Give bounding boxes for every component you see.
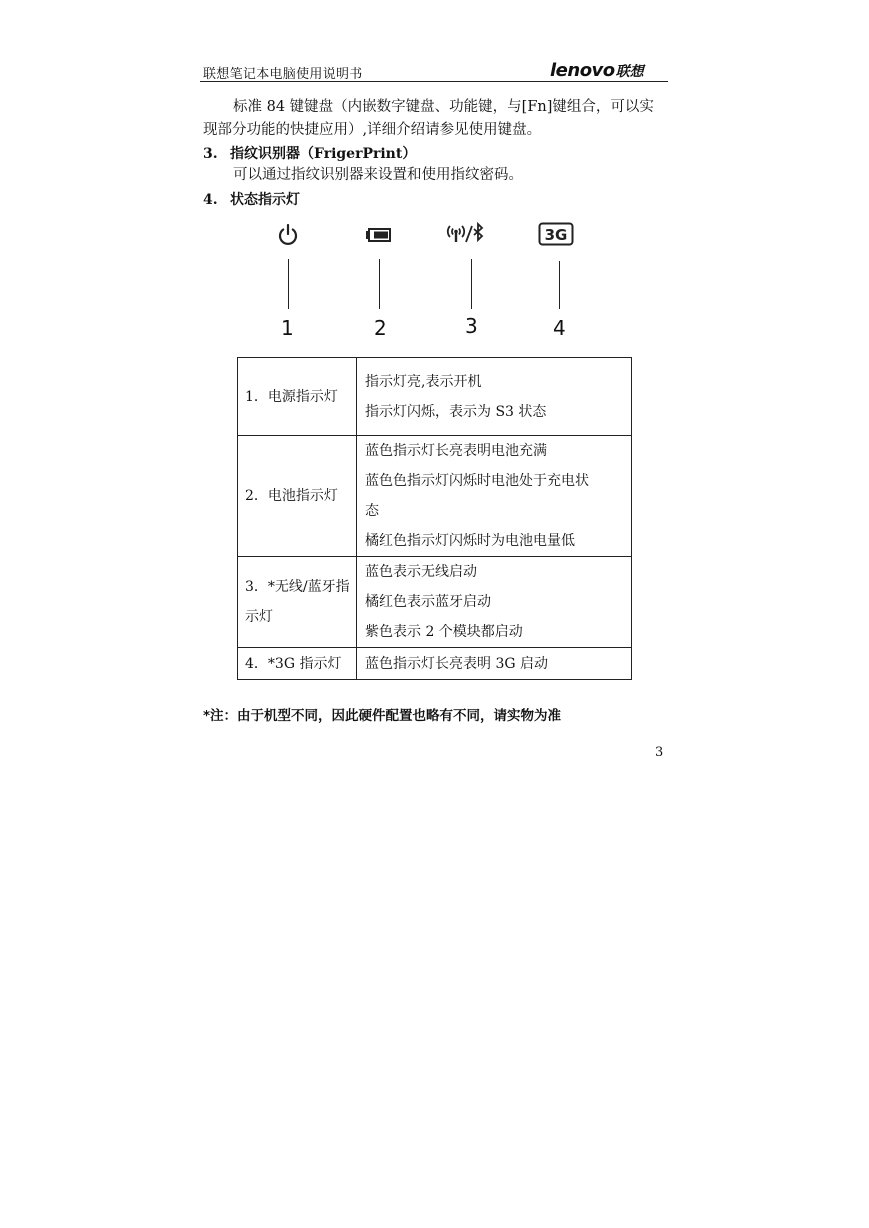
intro-line-2: 现部分功能的快捷应用）,详细介绍请参见使用键盘。 (203, 122, 542, 138)
header-rule (200, 81, 668, 82)
indicator-name: 1．电源指示灯 (245, 388, 338, 405)
indicator-name-cell (238, 358, 357, 436)
indicator-desc-line: 蓝色指示灯长亮表明电池充满 (365, 443, 547, 459)
section-number: 3. (203, 146, 218, 162)
indicator-name-cell (238, 557, 357, 648)
indicator-desc-line: 态 (365, 503, 379, 519)
lenovo-logo (550, 60, 644, 81)
indicator-desc-line: 指示灯闪烁，表示为 S3 状态 (365, 403, 547, 420)
table-row (238, 557, 632, 648)
leader-line (559, 261, 560, 309)
indicator-name: 3．*无线/蓝牙指 (245, 579, 350, 595)
3g-icon (538, 222, 574, 246)
intro-line-1: 标准 84 键键盘（内嵌数字键盘、功能键，与[Fn]键组合，可以实 (233, 99, 654, 115)
indicator-desc-cell (357, 648, 632, 680)
wireless-bluetooth-icon (444, 221, 488, 247)
indicator-desc-line: 橘红色表示蓝牙启动 (365, 594, 491, 610)
indicator-desc-cell (357, 557, 632, 648)
indicator-table (237, 357, 632, 680)
indicator-name-cell (238, 648, 357, 680)
section-title: 状态指示灯 (230, 192, 300, 208)
indicator-desc-line: 紫色表示 2 个模块都启动 (365, 624, 523, 640)
indicator-desc-line: 蓝色色指示灯闪烁时电池处于充电状 (365, 473, 589, 489)
power-icon (276, 223, 300, 247)
header-title: 联想笔记本电脑使用说明书 (203, 67, 363, 82)
section-3-heading (203, 143, 416, 163)
hardware-note: *注：由于机型不同，因此硬件配置也略有不同，请实物为准 (203, 708, 562, 724)
indicator-name-cell (238, 436, 357, 557)
section-4-heading (203, 189, 300, 209)
figure-label-2: 2 (374, 316, 387, 340)
table-row (238, 648, 632, 680)
table-row (238, 358, 632, 436)
indicator-name: 2．电池指示灯 (245, 488, 338, 504)
leader-line (379, 259, 380, 309)
indicator-desc-line: 橘红色指示灯闪烁时为电池电量低 (365, 533, 575, 549)
section-title: 指纹识别器（FrigerPrint） (230, 146, 417, 162)
logo-text-cn: 联想 (615, 64, 644, 80)
leader-line (471, 259, 472, 309)
figure-label-1: 1 (281, 316, 294, 340)
section-3-body: 可以通过指纹识别器来设置和使用指纹密码。 (233, 167, 523, 183)
logo-text-en: lenovo (550, 60, 615, 81)
indicator-name: 4．*3G 指示灯 (245, 655, 342, 672)
leader-line (288, 259, 289, 309)
indicator-desc-line: 蓝色表示无线启动 (365, 564, 477, 580)
page-number: 3 (655, 745, 664, 760)
figure-label-4: 4 (553, 316, 566, 340)
figure-label-3: 3 (465, 314, 478, 338)
table-row (238, 436, 632, 557)
indicator-desc-cell (357, 358, 632, 436)
section-number: 4. (203, 192, 218, 208)
indicator-desc-cell (357, 436, 632, 557)
battery-icon (364, 227, 392, 243)
indicator-desc-line: 蓝色指示灯长亮表明 3G 启动 (365, 655, 548, 672)
indicator-desc-line: 指示灯亮,表示开机 (365, 373, 482, 390)
3g-icon-text: 3G (544, 226, 568, 244)
indicator-name: 示灯 (245, 609, 273, 625)
